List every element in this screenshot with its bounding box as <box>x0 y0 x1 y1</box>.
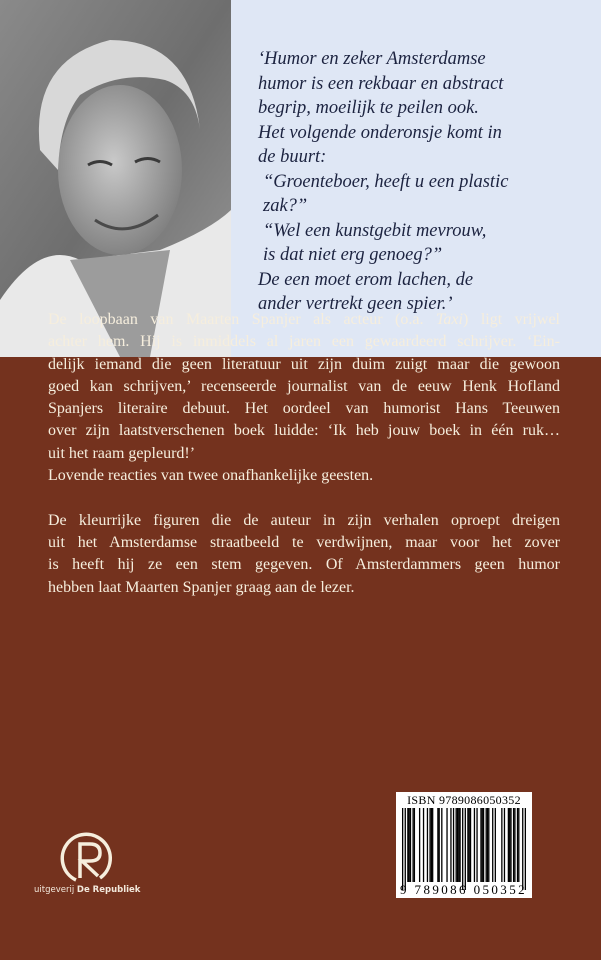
barcode-bar <box>470 808 471 882</box>
barcode-bar <box>456 808 457 882</box>
quote-line: ‘Humor en zeker Amsterdamse <box>258 49 486 69</box>
barcode-bar <box>480 808 481 882</box>
publisher-logo <box>58 830 116 888</box>
barcode-bar <box>431 808 432 882</box>
barcode-bar <box>508 808 509 882</box>
barcode-bar <box>437 808 438 882</box>
blurb-text: De loopbaan van Maarten Spanjer als acteur (o.a. <box>48 311 436 328</box>
isbn-barcode <box>396 792 532 898</box>
blurb-line: hebben laat Maarten Spanjer graag aan de lezer. <box>48 578 355 596</box>
barcode-bar <box>510 808 511 882</box>
barcode-bar <box>410 808 411 882</box>
barcode-bar <box>427 808 428 882</box>
quote-line: begrip, moeilijk te peilen ook. <box>258 98 479 118</box>
barcode-bar <box>492 808 493 882</box>
barcode-bar <box>518 808 519 882</box>
blurb-line: achter hem. Hij is inmiddels al jaren een gewaardeerd schrijver. ‘Ein- <box>48 333 560 351</box>
barcode-bar <box>407 808 408 882</box>
barcode-bar <box>458 808 459 882</box>
quote-line: humor is een rekbaar en abstract <box>258 73 504 94</box>
quote-line: Het volgende onderonsje komt in <box>258 122 502 143</box>
barcode-bar <box>469 808 470 882</box>
isbn-label: ISBN 9789086050352 <box>407 793 521 807</box>
barcode-bar <box>513 808 514 882</box>
back-cover-quote <box>258 47 508 317</box>
author-photo <box>0 0 231 357</box>
blurb-line: goed kan schrijven,’ recenseerde journalist van de eeuw Henk Hofland <box>48 377 560 395</box>
barcode-bar <box>514 808 515 882</box>
barcode-bar <box>495 808 496 882</box>
barcode-bar <box>419 808 420 882</box>
blurb-line: uit het raam gepleurd!’ <box>48 444 196 462</box>
publisher-prefix: uitgeverij <box>34 885 77 895</box>
blurb-line: over zijn laatstverschenen boek luidde: ‘Ik heb jouw boek in één ruk… <box>48 422 560 440</box>
blurb-line: De kleurrijke figuren die de auteur in zijn verhalen oproept dreigen <box>48 511 560 529</box>
blurb-line: delijk iemand die geen literatuur uit zijn duim zuigt maar die gewoon <box>48 355 560 373</box>
blurb-line: Lovende reacties van twee onafhankelijke geesten. <box>48 467 374 485</box>
quote-panel <box>231 0 601 357</box>
quote-line: De een moet erom lachen, de <box>258 269 474 290</box>
barcode-bar <box>457 808 458 882</box>
quote-line: “Wel een kunstgebit mevrouw, <box>263 220 487 241</box>
barcode-bar <box>476 808 477 882</box>
quote-line: de buurt: <box>258 147 327 167</box>
barcode-bar <box>522 808 523 890</box>
barcode-bar <box>441 808 442 882</box>
barcode-bar <box>517 808 518 882</box>
barcode-bar <box>482 808 483 882</box>
barcode-bar <box>432 808 433 882</box>
barcode-bar <box>429 808 430 882</box>
barcode-bar <box>501 808 502 882</box>
barcode-bar <box>446 808 447 882</box>
barcode-digits: 9 789086 050352 <box>400 882 527 897</box>
barcode-bar <box>450 808 451 882</box>
barcode-bar <box>405 808 406 890</box>
republiek-r-icon <box>58 830 116 884</box>
barcode-bar <box>487 808 488 882</box>
barcode-bar <box>423 808 424 882</box>
blurb-line: is heeft hij ze een stem gegeven. Of Amsterdammers geen humor <box>48 556 560 574</box>
quote-line: zak?” <box>263 196 308 216</box>
barcode-bar <box>414 808 415 882</box>
barcode-bar <box>483 808 484 882</box>
barcode-bar <box>486 808 487 882</box>
quote-line: is dat niet erg genoeg?” <box>263 245 443 265</box>
barcode-bar <box>409 808 410 882</box>
blurb-line: Spanjers literaire debuut. Het oordeel van humorist Hans Teeuwen <box>48 400 560 418</box>
barcode-bar <box>525 808 526 890</box>
blurb <box>48 309 560 599</box>
quote-line: ander vertrekt geen spier.’ <box>258 294 453 314</box>
barcode-bar <box>504 808 505 882</box>
blurb-text: ) ligt vrijwel <box>462 311 560 328</box>
barcode-bar <box>402 808 403 890</box>
barcode-bar <box>439 808 440 882</box>
blurb-line <box>48 309 560 331</box>
blurb-line: uit het Amsterdamse straatbeeld te verdwijnen, maar voor het zover <box>48 533 560 551</box>
barcode-bar <box>412 808 413 882</box>
barcode-bar <box>465 808 466 890</box>
quote-line: “Groenteboer, heeft u een plastic <box>263 171 509 192</box>
barcode-bar <box>488 808 489 882</box>
barcode-bar <box>509 808 510 882</box>
barcode-bars <box>402 808 526 890</box>
barcode-bar <box>467 808 468 882</box>
barcode-bar <box>474 808 475 882</box>
barcode-bar <box>453 808 454 882</box>
publisher-brand: De Republiek <box>76 885 141 895</box>
title-taxi: Taxi <box>436 311 463 328</box>
barcode-bar <box>462 808 463 890</box>
publisher-name <box>34 885 140 895</box>
barcode-bar <box>459 808 460 882</box>
